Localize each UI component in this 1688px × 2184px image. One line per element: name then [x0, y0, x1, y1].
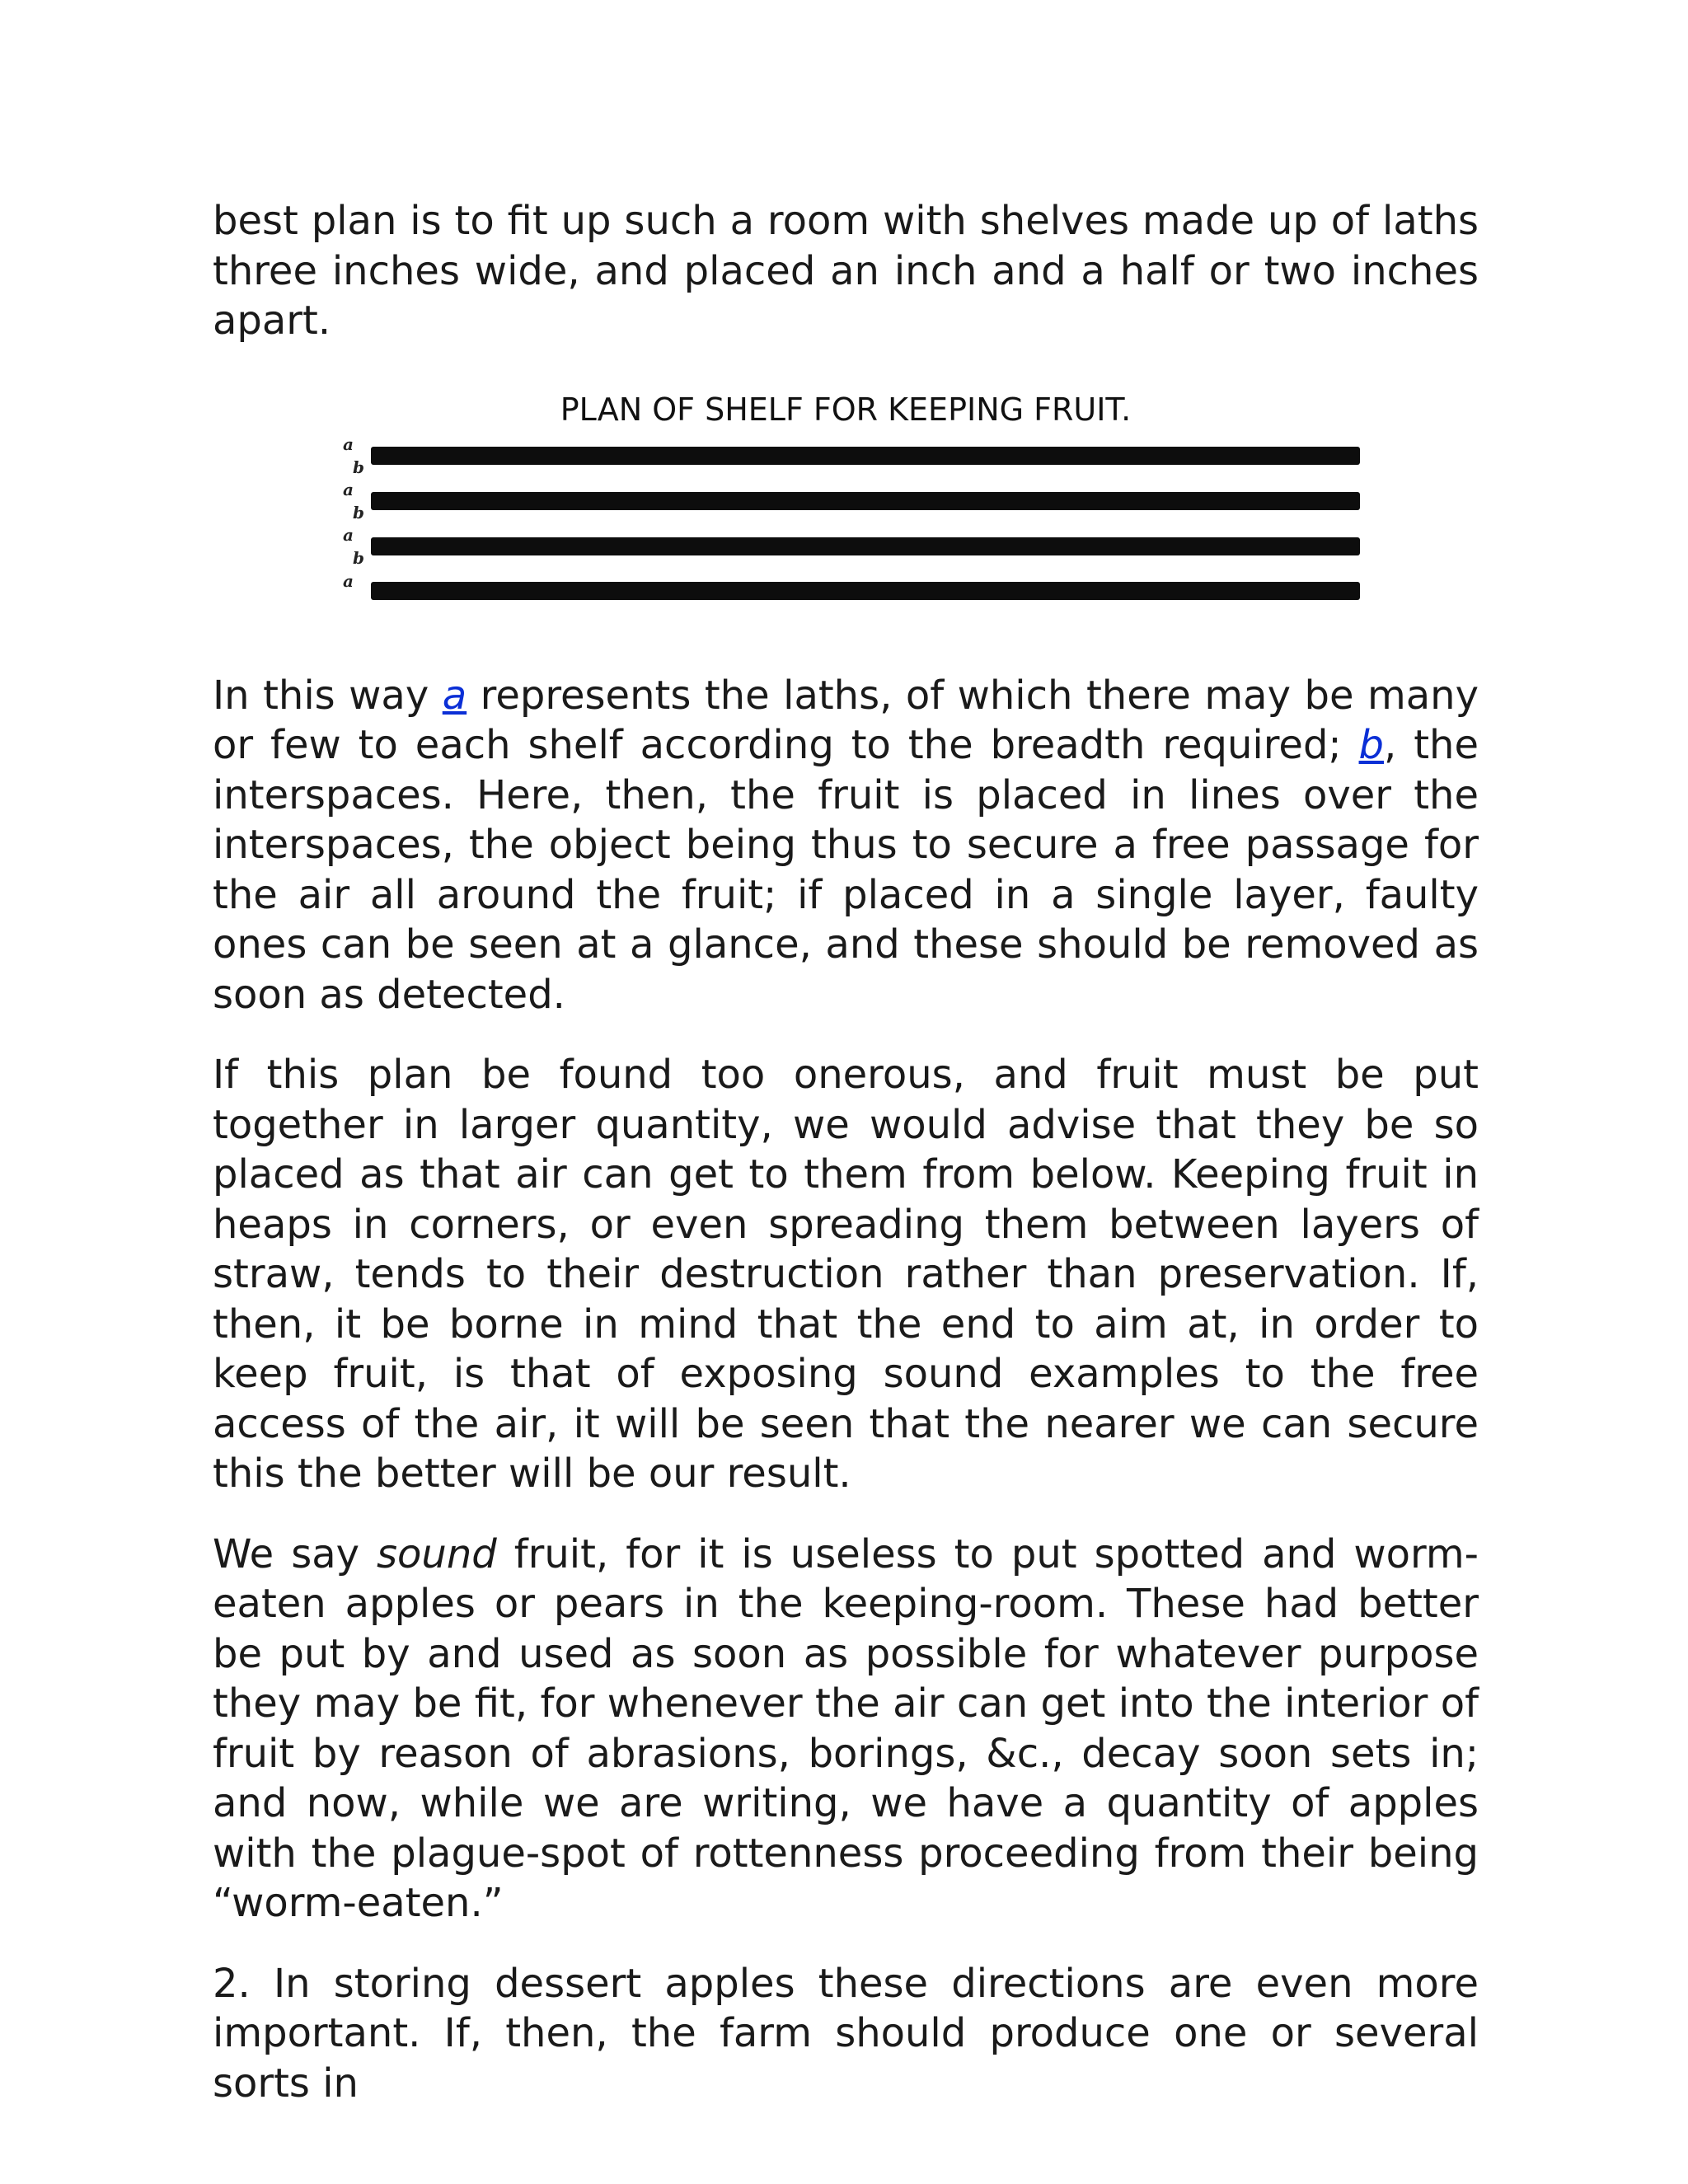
paragraph-shelves-intro: best plan is to fit up such a room with shelves made up of laths three inches wide, and placed an inch and a half or two inches apart.	[213, 198, 1479, 344]
text-segment: We say	[213, 1530, 377, 1577]
page-content	[213, 196, 1479, 2108]
lath-2	[371, 492, 1360, 510]
label-b-2: b	[353, 502, 364, 523]
paragraph-laths-explanation	[213, 671, 1479, 1020]
label-a-3: a	[343, 524, 354, 545]
text-segment: In this way	[213, 672, 443, 719]
figure-caption: PLAN OF SHELF FOR KEEPING FRUIT.	[560, 391, 1132, 428]
reference-link-b[interactable]: b	[1358, 722, 1385, 768]
label-a-1: a	[343, 439, 354, 454]
text-segment: , the interspaces. Here, then, the fruit is placed in lines over the interspaces, the object being thus to secure a free passage for the air all around the fruit; if placed in a single layer, faulty ones can be seen at a glance, and these should be removed as soon as detected.	[213, 722, 1479, 1018]
paragraph-onerous-plan: If this plan be found too onerous, and fruit must be put together in larger quantity, we would advise that they be so placed as that air can get to them from below. Keeping fruit in heaps in corners, or even spreading them between layers of straw, tends to their destruction rather than preservation. If, then, it be borne in mind that the end to aim at, in order to keep fruit, is that of exposing sound examples to the free access of the air, it will be seen that the nearer we can secure this the better will be our result.	[213, 1052, 1479, 1497]
paragraph-dessert-apples: 2. In storing dessert apples these directions are even more important. If, then, the farm should produce one or several sorts in	[213, 1960, 1479, 2107]
text-segment: fruit, for it is useless to put spotted and worm-eaten apples or pears in the keeping-room. These had better be put by and used as soon as possible for whatever purpose they may be fit, for whenever the air can get into the interior of fruit by reason of abrasions, borings, &c., decay soon sets in; and now, while we are writing, we have a quantity of apples with the plague-spot of rottenness proceeding from their being “worm-eaten.”	[213, 1530, 1479, 1926]
label-a-4: a	[343, 570, 354, 591]
reference-link-a[interactable]: a	[442, 672, 467, 719]
emphasis-sound: sound	[377, 1530, 497, 1577]
shelf-diagram	[328, 440, 1367, 605]
lath-1	[371, 447, 1360, 465]
paragraph-sound-fruit	[213, 1530, 1479, 1929]
text-segment: represents the laths, of which there may be many or few to each shelf according to the breadth required;	[213, 672, 1479, 768]
lath-4	[371, 582, 1360, 600]
lath-3	[371, 537, 1360, 555]
shelf-figure	[213, 374, 1479, 671]
label-b-1: b	[353, 457, 364, 477]
label-a-2: a	[343, 479, 354, 499]
label-b-3: b	[353, 547, 364, 568]
